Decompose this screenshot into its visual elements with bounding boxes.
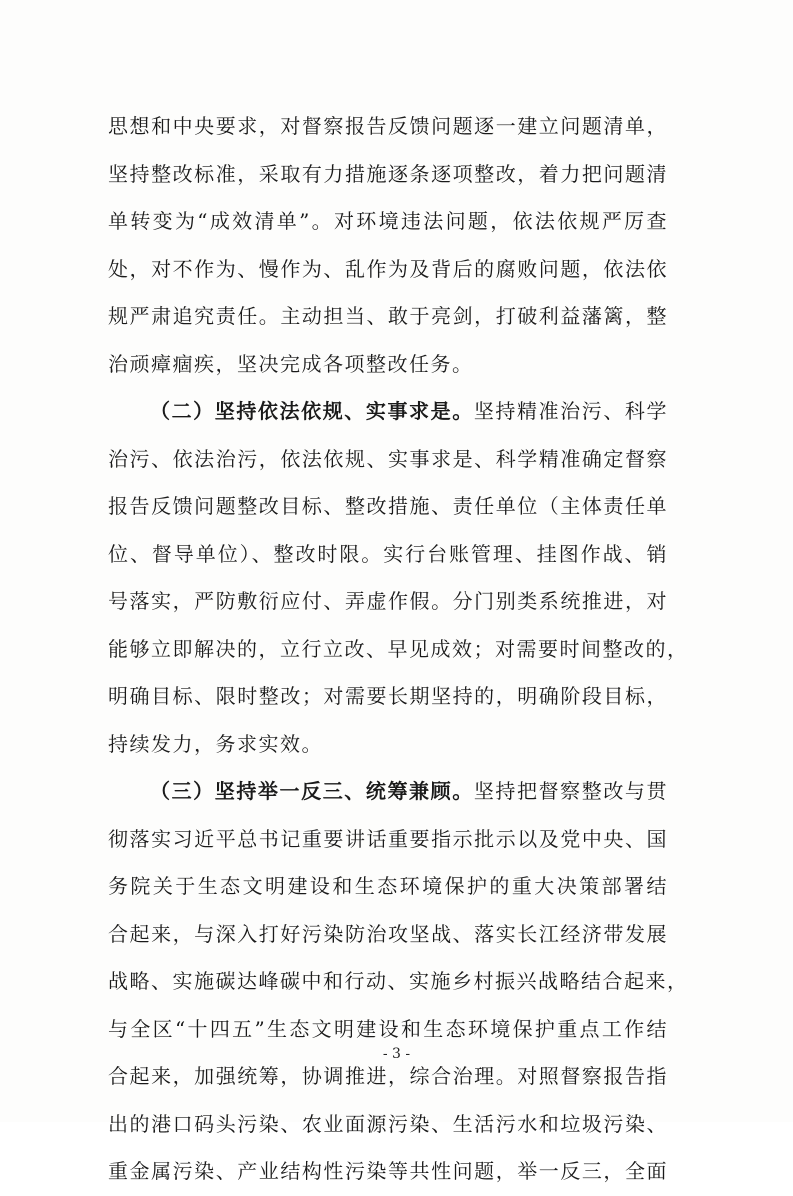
text-line: 报告反馈问题整改目标、整改措施、责任单位（主体责任单 — [108, 494, 668, 518]
text-line: 治污、依法治污，依法依规、实事求是、科学精准确定督察 — [108, 446, 668, 471]
section-heading-2: （二）坚持依法依规、实事求是。 — [150, 399, 474, 423]
text-line: 思想和中央要求，对督察报告反馈问题逐一建立问题清单， — [108, 114, 668, 138]
text-line: 彻落实习近平总书记重要讲话重要指示批示以及党中央、国 — [108, 826, 668, 851]
text-line: 位、督导单位）、整改时限。实行台账管理、挂图作战、销 — [108, 541, 668, 566]
text-line: 明确目标、限时整改；对需要长期坚持的，明确阶段目标， — [108, 684, 668, 708]
text-line: 持续发力，务求实效。 — [108, 731, 323, 756]
text-line: 合起来，与深入打好污染防治攻坚战、落实长江经济带发展 — [108, 921, 668, 946]
text-line: 战略、实施碳达峰碳中和行动、实施乡村振兴战略结合起来， — [108, 969, 689, 993]
text-line: 规严肃追究责任。主动担当、敢于亮剑，打破利益藩篱，整 — [108, 304, 668, 328]
text-line: 务院关于生态文明建设和生态环境保护的重大决策部署结 — [108, 874, 668, 898]
section-heading-3: （三）坚持举一反三、统筹兼顾。 — [150, 779, 474, 803]
text-line: 合起来，加强统筹，协调推进，综合治理。对照督察报告指 — [108, 1064, 668, 1088]
section-heading-line: （三）坚持举一反三、统筹兼顾。坚持把督察整改与贯 — [150, 779, 669, 803]
page-number: - 3 - — [382, 1046, 411, 1062]
text-line: 与全区“十四五”生态文明建设和生态环境保护重点工作结 — [108, 1016, 668, 1041]
text-line: 重金属污染、产业结构性污染等共性问题，举一反三，全面 — [108, 1159, 668, 1183]
text-line: 号落实，严防敷衍应付、弄虚作假。分门别类系统推进，对 — [108, 589, 668, 613]
text-line: 能够立即解决的，立行立改、早见成效；对需要时间整改的， — [108, 636, 689, 661]
text-line: 坚持整改标准，采取有力措施逐条逐项整改，着力把问题清 — [108, 161, 668, 186]
text-line: 出的港口码头污染、农业面源污染、生活污水和垃圾污染、 — [108, 1111, 668, 1136]
section-heading-line: （二）坚持依法依规、实事求是。坚持精准治污、科学 — [150, 399, 669, 423]
text-line: 治顽瘴痼疾，坚决完成各项整改任务。 — [108, 351, 474, 376]
body-text — [108, 103, 689, 1196]
text-line: 处，对不作为、慢作为、乱作为及背后的腐败问题，依法依 — [108, 256, 668, 281]
text-line: 单转变为“成效清单”。对环境违法问题，依法依规严厉查 — [108, 209, 668, 233]
